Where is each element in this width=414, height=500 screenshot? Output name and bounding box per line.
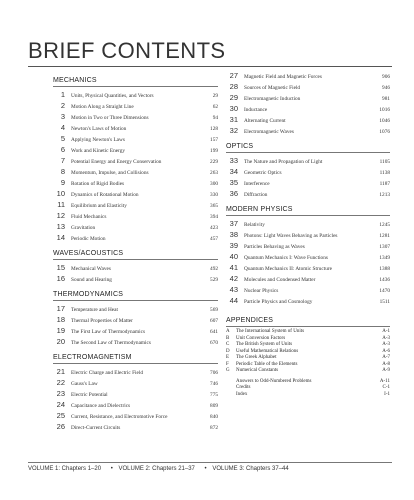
section-modern-physics — [226, 205, 390, 306]
chapter-entry[interactable] — [53, 188, 218, 199]
appendix-page: A-8 — [382, 361, 390, 367]
section-heading: APPENDICES — [226, 316, 390, 327]
chapter-page: 981 — [382, 96, 390, 102]
chapter-title: Alternating Current — [244, 118, 286, 124]
chapter-list — [53, 303, 218, 347]
right-sections — [226, 142, 390, 306]
chapter-entry[interactable] — [226, 70, 390, 81]
chapter-title: Thermal Properties of Matter — [71, 318, 133, 324]
chapter-entry[interactable] — [53, 232, 218, 243]
chapter-title: Direct-Current Circuits — [71, 425, 121, 431]
chapter-title: Sources of Magnetic Field — [244, 85, 301, 91]
chapter-number: 19 — [56, 326, 65, 335]
chapter-number: 40 — [229, 252, 238, 261]
chapter-number: 22 — [56, 378, 65, 387]
chapter-number: 14 — [56, 233, 65, 242]
chapter-entry[interactable] — [226, 262, 390, 273]
chapter-title: Mechanical Waves — [71, 266, 111, 272]
chapter-page: 1016 — [379, 107, 390, 113]
chapter-page: 906 — [382, 74, 390, 80]
chapter-list — [53, 262, 218, 284]
chapter-entry[interactable] — [53, 89, 218, 100]
chapter-number: 37 — [229, 219, 238, 228]
chapter-title: Fluid Mechanics — [71, 214, 107, 220]
chapter-number: 33 — [229, 156, 238, 165]
chapter-number: 36 — [229, 189, 238, 198]
chapter-page: 1245 — [379, 222, 390, 228]
chapter-entry[interactable] — [226, 103, 390, 114]
chapter-title: Particles Behaving as Waves — [244, 244, 305, 250]
chapter-entry[interactable] — [226, 81, 390, 92]
chapter-number: 34 — [229, 167, 238, 176]
chapter-number: 9 — [60, 178, 65, 187]
chapter-entry[interactable] — [226, 229, 390, 240]
chapter-title: Work and Kinetic Energy — [71, 148, 126, 154]
chapter-number: 30 — [229, 104, 238, 113]
left-column — [53, 70, 218, 432]
chapter-page: 229 — [210, 159, 218, 165]
chapter-title: Periodic Motion — [71, 236, 106, 242]
chapter-page: 300 — [210, 181, 218, 187]
appendix-letter: E — [226, 355, 230, 360]
chapter-title: Inductance — [244, 107, 268, 113]
chapter-entry[interactable] — [53, 177, 218, 188]
chapter-number: 1 — [60, 90, 65, 99]
chapter-number: 42 — [229, 274, 238, 283]
right-column — [226, 70, 390, 398]
backmatter-page: I-1 — [384, 391, 390, 397]
section-electromagnetism — [53, 353, 218, 432]
chapter-title: Dynamics of Rotational Motion — [71, 192, 139, 198]
chapter-title: Units, Physical Quantities, and Vectors — [71, 93, 154, 99]
chapter-number: 44 — [229, 296, 238, 305]
chapter-entry[interactable] — [226, 177, 390, 188]
footer-separator: • — [110, 466, 113, 472]
chapter-page: 423 — [210, 225, 218, 231]
appendix-title: Unit Conversion Factors — [236, 335, 286, 341]
chapter-number: 18 — [56, 315, 65, 324]
chapter-entry[interactable] — [53, 303, 218, 314]
chapter-list — [53, 89, 218, 243]
chapter-entry[interactable] — [226, 273, 390, 284]
chapter-page: 128 — [210, 126, 218, 132]
chapter-entry[interactable] — [53, 199, 218, 210]
chapter-entry[interactable] — [53, 155, 218, 166]
chapter-entry[interactable] — [226, 166, 390, 177]
chapter-entry[interactable] — [53, 421, 218, 432]
chapter-entry[interactable] — [226, 240, 390, 251]
appendix-page: A-1 — [382, 329, 390, 334]
appendix-list — [226, 329, 390, 375]
chapter-entry[interactable] — [53, 210, 218, 221]
chapter-number: 11 — [57, 200, 65, 209]
chapter-page: 1307 — [379, 244, 390, 250]
chapter-number: 10 — [56, 189, 65, 198]
backmatter-title: Index — [236, 391, 248, 397]
section-heading: THERMODYNAMICS — [53, 290, 218, 301]
chapter-number: 20 — [56, 337, 65, 346]
chapter-entry[interactable] — [53, 336, 218, 347]
section-waves-acoustics — [53, 249, 218, 284]
chapter-page: 199 — [210, 148, 218, 154]
chapter-title: Motion Along a Straight Line — [71, 104, 134, 110]
chapter-title: Current, Resistance, and Electromotive Force — [71, 414, 168, 420]
section-heading: MODERN PHYSICS — [226, 205, 390, 216]
chapter-entry[interactable] — [53, 377, 218, 388]
chapter-number: 13 — [56, 222, 65, 231]
section-thermodynamics — [53, 290, 218, 347]
appendix-letter: F — [226, 361, 229, 367]
chapter-title: The Nature and Propagation of Light — [244, 159, 323, 165]
chapter-title: Potential Energy and Energy Conservation — [71, 159, 162, 165]
chapter-title: Momentum, Impulse, and Collisions — [71, 170, 149, 176]
section-heading: ELECTROMAGNETISM — [53, 353, 218, 364]
chapter-entry[interactable] — [53, 410, 218, 421]
chapter-entry[interactable] — [53, 100, 218, 111]
appendix-letter: C — [226, 342, 230, 347]
chapter-entry[interactable] — [53, 133, 218, 144]
chapter-entry[interactable] — [53, 314, 218, 325]
appendices-section — [226, 316, 390, 398]
chapter-page: 706 — [210, 370, 218, 376]
chapter-page: 94 — [212, 115, 218, 121]
chapter-entry[interactable] — [53, 388, 218, 399]
backmatter-entry[interactable] — [226, 392, 390, 399]
chapter-title: Quantum Mechanics I: Wave Functions — [244, 255, 328, 261]
appendix-title: Periodic Table of the Elements — [236, 361, 298, 367]
chapter-entry[interactable] — [53, 122, 218, 133]
appendix-title: Numerical Constants — [236, 368, 279, 373]
title-divider — [28, 66, 392, 67]
backmatter-title: Answers to Odd-Numbered Problems — [236, 378, 312, 384]
backmatter-page: A-11 — [379, 378, 390, 384]
backmatter-page: C-1 — [382, 385, 390, 390]
appendix-title: The Greek Alphabet — [236, 355, 277, 360]
chapter-page: 1436 — [379, 277, 390, 283]
chapter-number: 8 — [60, 167, 65, 176]
chapter-page: 1470 — [379, 288, 390, 294]
chapter-number: 41 — [229, 263, 238, 272]
chapter-title: Relativity — [244, 222, 265, 228]
chapter-number: 6 — [60, 145, 65, 154]
chapter-number: 38 — [229, 230, 238, 239]
chapter-number: 5 — [60, 134, 65, 143]
chapter-page: 1281 — [379, 233, 390, 239]
chapter-page: 1349 — [379, 255, 390, 261]
appendix-letter: B — [226, 335, 230, 341]
appendix-entry[interactable] — [226, 368, 390, 375]
page-title: BRIEF CONTENTS — [28, 38, 226, 63]
chapter-page: 569 — [210, 307, 218, 313]
section-heading: WAVES/ACOUSTICS — [53, 249, 218, 260]
chapter-entry[interactable] — [226, 92, 390, 103]
chapter-number: 29 — [229, 93, 238, 102]
chapter-number: 26 — [56, 422, 65, 431]
footer-volume-1: VOLUME 1: Chapters 1–20 — [28, 466, 102, 472]
chapter-entry[interactable] — [226, 155, 390, 166]
chapter-title: Newton's Laws of Motion — [71, 126, 127, 132]
chapter-entry[interactable] — [53, 166, 218, 177]
chapter-page: 1511 — [379, 299, 390, 305]
chapter-list — [53, 366, 218, 432]
chapter-title: Magnetic Field and Magnetic Forces — [244, 74, 322, 80]
chapter-page: 946 — [382, 85, 390, 91]
chapter-number: 3 — [60, 112, 65, 121]
backmatter-title: Credits — [236, 385, 251, 390]
chapter-page: 809 — [210, 403, 218, 409]
chapter-number: 24 — [56, 400, 65, 409]
chapter-title: Diffraction — [244, 192, 268, 198]
chapter-page: 457 — [210, 236, 218, 242]
appendix-title: The International System of Units — [236, 329, 305, 334]
chapter-number: 2 — [60, 101, 65, 110]
chapter-title: Electromagnetic Waves — [244, 129, 294, 135]
chapter-entry[interactable] — [226, 284, 390, 295]
chapter-number: 15 — [56, 263, 65, 272]
right-top-chapters — [226, 70, 390, 136]
chapter-title: Sound and Hearing — [71, 277, 112, 283]
appendix-page: A-7 — [382, 355, 390, 360]
chapter-entry[interactable] — [226, 125, 390, 136]
chapter-list — [226, 218, 390, 306]
chapter-number: 31 — [229, 115, 238, 124]
chapter-number: 21 — [56, 367, 65, 376]
chapter-number: 7 — [60, 156, 65, 165]
chapter-number: 35 — [229, 178, 238, 187]
chapter-title: Particle Physics and Cosmology — [244, 299, 313, 305]
chapter-entry[interactable] — [53, 273, 218, 284]
volume-footer — [28, 462, 392, 472]
footer-volume-2: VOLUME 2: Chapters 21–37 — [118, 466, 195, 472]
chapter-page: 1187 — [379, 181, 390, 187]
section-heading: OPTICS — [226, 142, 390, 153]
chapter-page: 641 — [210, 329, 218, 335]
chapter-title: Capacitance and Dielectrics — [71, 403, 131, 409]
chapter-page: 670 — [210, 340, 218, 346]
chapter-title: Gravitation — [71, 225, 96, 231]
appendix-page: A-9 — [382, 368, 390, 373]
chapter-number: 32 — [229, 126, 238, 135]
chapter-number: 25 — [56, 411, 65, 420]
chapter-title: The First Law of Thermodynamics — [71, 329, 146, 335]
chapter-title: Temperature and Heat — [71, 307, 118, 313]
chapter-number: 12 — [56, 211, 65, 220]
chapter-entry[interactable] — [226, 295, 390, 306]
appendix-title: Useful Mathematical Relations — [236, 348, 299, 354]
chapter-title: Molecules and Condensed Matter — [244, 277, 316, 283]
chapter-entry[interactable] — [53, 325, 218, 336]
appendix-letter: G — [226, 368, 230, 373]
chapter-entry[interactable] — [226, 218, 390, 229]
chapter-title: Motion in Two or Three Dimensions — [71, 115, 149, 121]
chapter-page: 62 — [212, 104, 218, 110]
appendix-page: A-6 — [382, 348, 390, 354]
chapter-list — [226, 155, 390, 199]
chapter-title: Quantum Mechanics II: Atomic Structure — [244, 266, 332, 272]
chapter-page: 872 — [210, 425, 218, 431]
chapter-entry[interactable] — [53, 366, 218, 377]
chapter-number: 16 — [56, 274, 65, 283]
chapter-number: 28 — [229, 82, 238, 91]
chapter-title: Electric Potential — [71, 392, 108, 398]
chapter-page: 330 — [210, 192, 218, 198]
chapter-entry[interactable] — [226, 114, 390, 125]
chapter-entry[interactable] — [53, 144, 218, 155]
chapter-entry[interactable] — [53, 262, 218, 273]
chapter-title: Interference — [244, 181, 270, 187]
appendix-title: The British System of Units — [236, 342, 293, 347]
chapter-page: 29 — [212, 93, 218, 99]
chapter-page: 1076 — [379, 129, 390, 135]
chapter-title: Photons: Light Waves Behaving as Particles — [244, 233, 338, 239]
appendix-extras — [226, 379, 390, 399]
chapter-title: Electromagnetic Induction — [244, 96, 301, 102]
chapter-page: 1388 — [379, 266, 390, 272]
chapter-page: 492 — [210, 266, 218, 272]
chapter-page: 365 — [210, 203, 218, 209]
chapter-page: 263 — [210, 170, 218, 176]
chapter-page: 607 — [210, 318, 218, 324]
chapter-title: Applying Newton's Laws — [71, 137, 125, 143]
chapter-title: Equilibrium and Elasticity — [71, 203, 127, 209]
chapter-title: Geometric Optics — [244, 170, 282, 176]
chapter-title: Gauss's Law — [71, 381, 98, 387]
chapter-number: 17 — [56, 304, 65, 313]
chapter-page: 157 — [210, 137, 218, 143]
chapter-page: 529 — [210, 277, 218, 283]
footer-volume-3: VOLUME 3: Chapters 37–44 — [212, 466, 289, 472]
chapter-page: 1213 — [379, 192, 390, 198]
chapter-title: The Second Law of Thermodynamics — [71, 340, 151, 346]
footer-separator: • — [204, 466, 207, 472]
chapter-page: 1138 — [379, 170, 390, 176]
chapter-title: Electric Charge and Electric Field — [71, 370, 143, 376]
chapter-number: 27 — [229, 71, 238, 80]
chapter-page: 1105 — [379, 159, 390, 165]
appendix-letter: A — [226, 329, 230, 334]
appendix-page: A-3 — [382, 335, 390, 341]
chapter-number: 39 — [229, 241, 238, 250]
chapter-number: 4 — [60, 123, 65, 132]
section-heading: MECHANICS — [53, 76, 218, 87]
chapter-entry[interactable] — [53, 399, 218, 410]
appendix-page: A-3 — [382, 342, 390, 347]
chapter-page: 1046 — [379, 118, 390, 124]
appendix-letter: D — [226, 348, 230, 354]
chapter-entry[interactable] — [226, 188, 390, 199]
chapter-number: 43 — [229, 285, 238, 294]
chapter-entry[interactable] — [226, 251, 390, 262]
chapter-page: 775 — [210, 392, 218, 398]
chapter-title: Nuclear Physics — [244, 288, 279, 294]
chapter-page: 746 — [210, 381, 218, 387]
chapter-number: 23 — [56, 389, 65, 398]
chapter-entry[interactable] — [53, 221, 218, 232]
chapter-page: 394 — [210, 214, 218, 220]
chapter-page: 840 — [210, 414, 218, 420]
chapter-title: Rotation of Rigid Bodies — [71, 181, 125, 187]
section-mechanics — [53, 76, 218, 243]
section-optics — [226, 142, 390, 199]
chapter-entry[interactable] — [53, 111, 218, 122]
